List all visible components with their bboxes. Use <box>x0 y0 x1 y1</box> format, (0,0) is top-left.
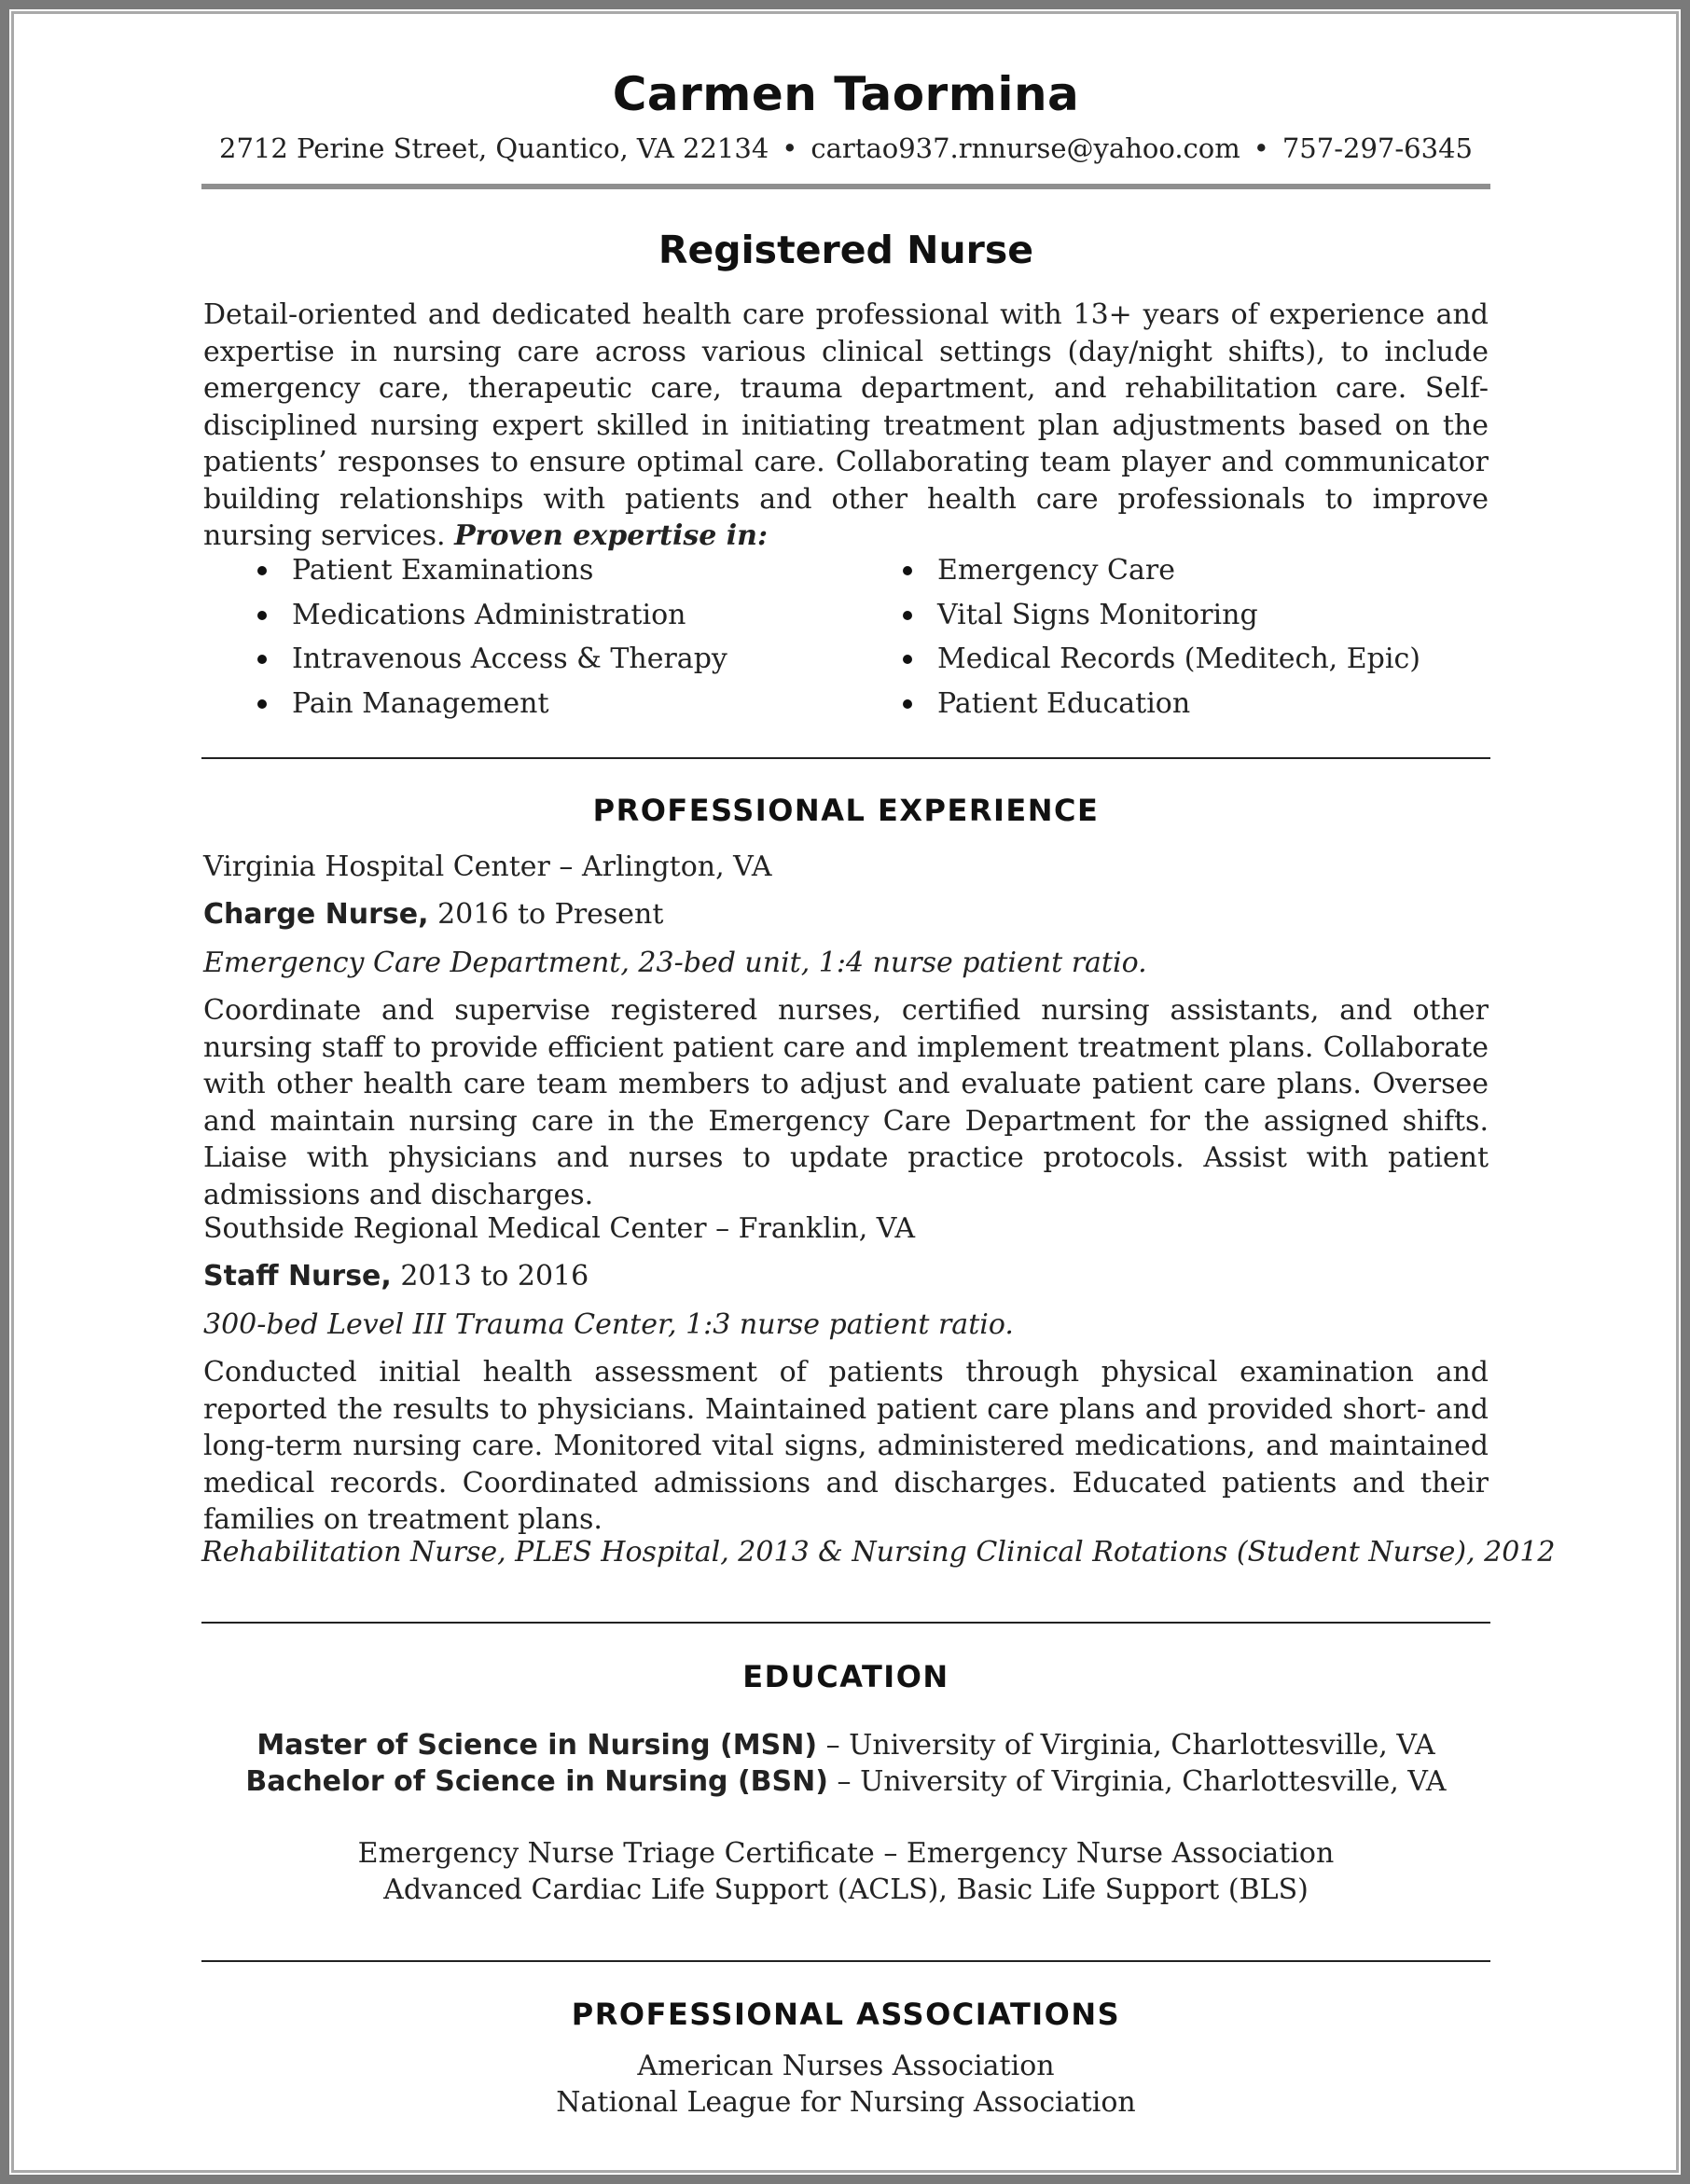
job-employer: Virginia Hospital Center – Arlington, VA <box>203 850 772 883</box>
resume-page <box>201 0 1556 2184</box>
list-item-text: Patient Examinations <box>292 554 594 587</box>
summary-paragraph <box>203 297 1489 555</box>
list-item <box>847 682 1420 726</box>
degree-school: – University of Virginia, Charlottesville, VA <box>837 1765 1447 1798</box>
bullet-icon <box>903 611 912 620</box>
job-title-line <box>203 898 663 931</box>
expertise-column-left <box>201 548 727 726</box>
list-item <box>201 682 727 726</box>
list-item-text: Pain Management <box>292 686 549 720</box>
education-title: EDUCATION <box>742 1659 949 1694</box>
address: 2712 Perine Street, Quantico, VA 22134 <box>219 132 769 164</box>
email[interactable]: cartao937.rnnurse@yahoo.com <box>810 132 1240 164</box>
job-unit-text: Emergency Care Department, 23-bed unit, 1:4 nurse patient ratio. <box>203 947 1147 979</box>
section-divider <box>201 1960 1490 1962</box>
degree-line <box>201 1765 1490 1798</box>
list-item <box>847 637 1420 682</box>
separator: • <box>782 132 798 164</box>
job-employer: Southside Regional Medical Center – Franklin, VA <box>203 1212 916 1245</box>
bullet-icon <box>903 655 912 664</box>
section-divider <box>201 757 1490 759</box>
contact-line <box>201 132 1490 164</box>
header-divider <box>201 184 1490 189</box>
candidate-name: Carmen Taormina <box>612 67 1080 121</box>
list-item <box>201 548 727 593</box>
list-item <box>847 548 1420 593</box>
job-role: Staff Nurse, <box>203 1260 392 1292</box>
list-item-text: Emergency Care <box>937 554 1175 587</box>
degree-school: – University of Virginia, Charlottesville, VA <box>825 1729 1435 1762</box>
job-dates: 2016 to Present <box>437 898 664 931</box>
job-description: Conducted initial health assessment of patients through physical examination and reported the results to physicians. Maintained patient care plans and provided short- and long-term nursing care. Monitored vital signs, administered medications, and maintained medical records. Coordinated admissions and discharges. Educated patients and their families on treatment plans. <box>203 1356 1489 1536</box>
job-dates: 2013 to 2016 <box>400 1260 589 1292</box>
additional-experience <box>201 1536 1556 1569</box>
job-unit <box>203 1308 1014 1341</box>
experience-title: PROFESSIONAL EXPERIENCE <box>592 793 1100 828</box>
job-unit <box>203 947 1147 979</box>
job-description: Coordinate and supervise registered nurses, certified nursing assistants, and other nursing staff to provide efficient patient care and implement treatment plans. Collaborate with other health care team members to adjust and evaluate patient care plans. Oversee and maintain nursing care in the Emergency Care Department for the assigned shifts. Liaise with physicians and nurses to update practice protocols. Assist with patient admissions and discharges. <box>203 994 1489 1211</box>
additional-experience-text: Rehabilitation Nurse, PLES Hospital, 2013 & Nursing Clinical Rotations (Student Nurse), 2012 <box>201 1536 1556 1569</box>
expertise-label: Proven expertise in: <box>454 519 769 552</box>
bullet-icon <box>257 699 267 709</box>
summary-text: Detail-oriented and dedicated health care professional with 13+ years of experience and expertise in nursing care across various clinical settings (day/night shifts), to include emergency care, therapeutic care, trauma department, and rehabilitation care. Self-disciplined nursing expert skilled in initiating treatment plan adjustments based on the patients’ responses to ensure optimal care. Collaborating team player and communicator building relationships with patients and other health care professionals to improve nursing services. <box>203 298 1489 552</box>
degree-line <box>201 1729 1490 1762</box>
headline: Registered Nurse <box>658 228 1034 272</box>
job-unit-text: 300-bed Level III Trauma Center, 1:3 nurse patient ratio. <box>203 1308 1014 1341</box>
bullet-icon <box>257 611 267 620</box>
list-item-text: Vital Signs Monitoring <box>937 598 1258 631</box>
job-role: Charge Nurse, <box>203 898 429 931</box>
expertise-column-right <box>847 548 1420 726</box>
bullet-icon <box>903 566 912 575</box>
degree-name: Bachelor of Science in Nursing (BSN) <box>245 1765 828 1798</box>
phone[interactable]: 757-297-6345 <box>1281 132 1473 164</box>
section-divider <box>201 1622 1490 1624</box>
associations-title: PROFESSIONAL ASSOCIATIONS <box>571 1997 1121 2032</box>
bullet-icon <box>257 655 267 664</box>
bullet-icon <box>257 566 267 575</box>
job-title-line <box>203 1260 589 1292</box>
certification: Emergency Nurse Triage Certificate – Emergency Nurse Association <box>357 1837 1335 1870</box>
association-item: American Nurses Association <box>637 2050 1055 2082</box>
list-item-text: Medications Administration <box>292 598 686 631</box>
bullet-icon <box>903 699 912 709</box>
list-item-text: Intravenous Access & Therapy <box>292 643 727 675</box>
separator: • <box>1253 132 1269 164</box>
degree-name: Master of Science in Nursing (MSN) <box>256 1729 818 1762</box>
list-item <box>201 637 727 682</box>
list-item-text: Medical Records (Meditech, Epic) <box>937 643 1420 675</box>
certification: Advanced Cardiac Life Support (ACLS), Basic Life Support (BLS) <box>383 1873 1309 1906</box>
association-item: National League for Nursing Association <box>556 2086 1136 2119</box>
list-item <box>201 593 727 638</box>
list-item-text: Patient Education <box>937 686 1191 720</box>
list-item <box>847 593 1420 638</box>
